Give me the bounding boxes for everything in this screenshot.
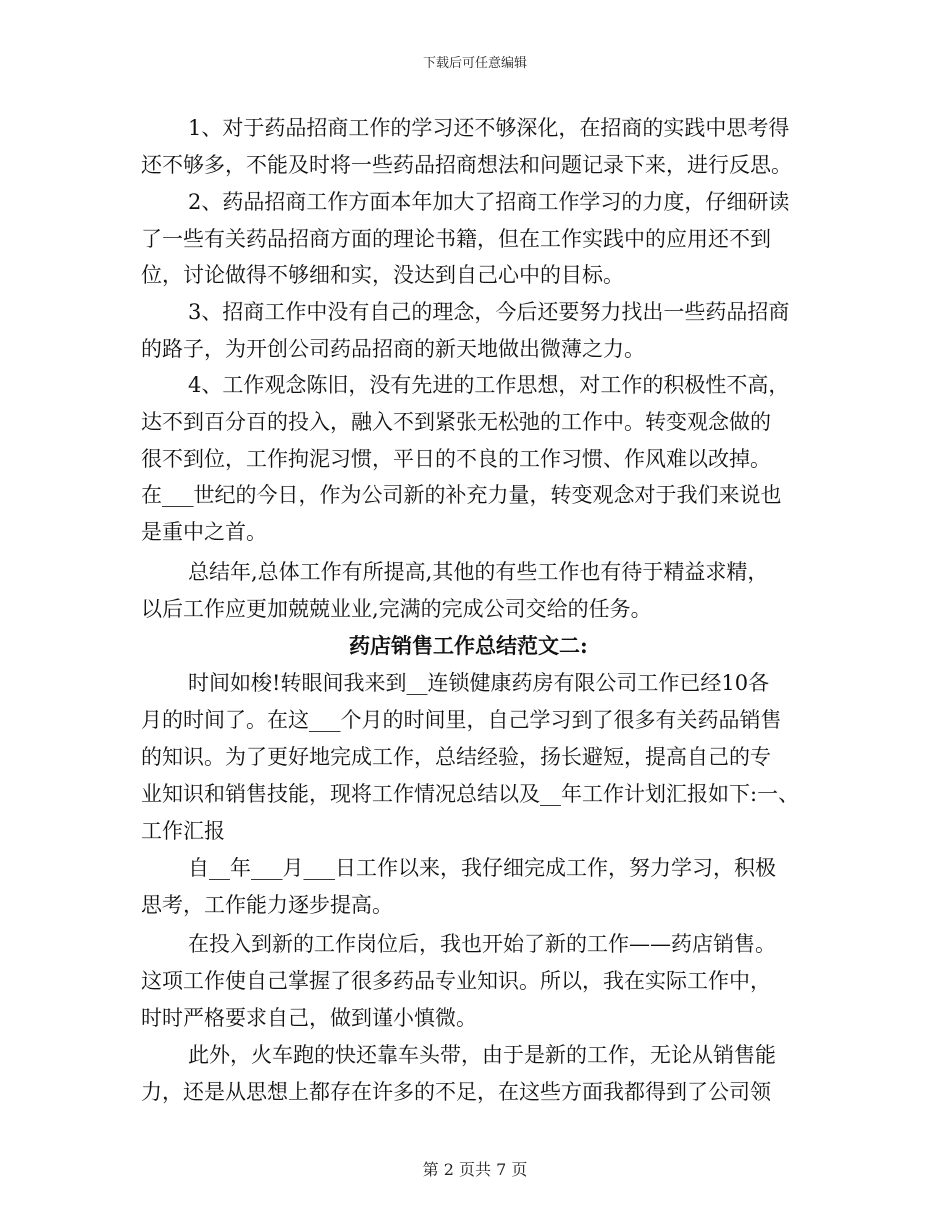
paragraph-line: 位，讨论做得不够细和实，没达到自己心中的目标。 — [141, 263, 624, 287]
paragraph-line: 这项工作使自己掌握了很多药品专业知识。所以，我在实际工作中， — [141, 969, 771, 993]
paragraph-line: 业知识和销售技能，现将工作情况总结以及__年工作计划汇报如下:一、 — [141, 782, 800, 806]
paragraph-line: 的知识。为了更好地完成工作，总结经验，扬长避短，提高自己的专 — [141, 745, 771, 769]
paragraph-line: 力，还是从思想上都存在许多的不足，在这些方面我都得到了公司领 — [141, 1080, 771, 1104]
paragraph-line: 是重中之首。 — [141, 520, 267, 544]
paragraph-line: 总结年,总体工作有所提高,其他的有些工作也有待于精益求精， — [188, 560, 769, 584]
page-header: 下载后可任意编辑 — [422, 56, 527, 71]
paragraph-line: 达不到百分百的投入，融入不到紧张无松弛的工作中。转变观念做的 — [141, 410, 771, 434]
paragraph-line: 4、工作观念陈旧，没有先进的工作思想，对工作的积极性不高， — [188, 373, 790, 397]
paragraph-line: 很不到位，工作拘泥习惯，平日的不良的工作习惯、作风难以改掉。 — [141, 447, 771, 471]
paragraph-line: 月的时间了。在这___个月的时间里，自己学习到了很多有关药品销售 — [141, 708, 782, 732]
paragraph-line: 工作汇报 — [141, 819, 225, 843]
paragraph-line: 以后工作应更加兢兢业业,完满的完成公司交给的任务。 — [141, 597, 652, 621]
paragraph-line: 了一些有关药品招商方面的理论书籍，但在工作实践中的应用还不到 — [141, 227, 771, 251]
paragraph-line: 时间如梭!转眼间我来到__连锁健康药房有限公司工作已经10各 — [188, 671, 770, 695]
paragraph-line: 3、招商工作中没有自己的理念，今后还要努力找出一些药品招商 — [188, 300, 790, 324]
page-number-footer: 第 2 页共 7 页 — [422, 1160, 528, 1179]
paragraph-line: 自__年___月___日工作以来，我仔细完成工作，努力学习，积极 — [188, 856, 776, 880]
paragraph-line: 的路子，为开创公司药品招商的新天地做出微薄之力。 — [141, 337, 645, 361]
paragraph-line: 此外，火车跑的快还靠车头带，由于是新的工作，无论从销售能 — [188, 1043, 776, 1067]
paragraph-line: 在投入到新的工作岗位后，我也开始了新的工作——药店销售。 — [188, 932, 776, 956]
section-title: 药店销售工作总结范文二: — [349, 633, 588, 658]
paragraph-line: 在___世纪的今日，作为公司新的补充力量，转变观念对于我们来说也 — [141, 483, 782, 507]
paragraph-line: 2、药品招商工作方面本年加大了招商工作学习的力度，仔细研读 — [188, 190, 790, 214]
paragraph-line: 思考，工作能力逐步提高。 — [141, 893, 393, 917]
paragraph-line: 1、对于药品招商工作的学习还不够深化，在招商的实践中思考得 — [188, 116, 790, 140]
paragraph-line: 时时严格要求自己，做到谨小慎微。 — [141, 1006, 477, 1030]
paragraph-line: 还不够多，不能及时将一些药品招商想法和问题记录下来，进行反思。 — [141, 153, 792, 177]
